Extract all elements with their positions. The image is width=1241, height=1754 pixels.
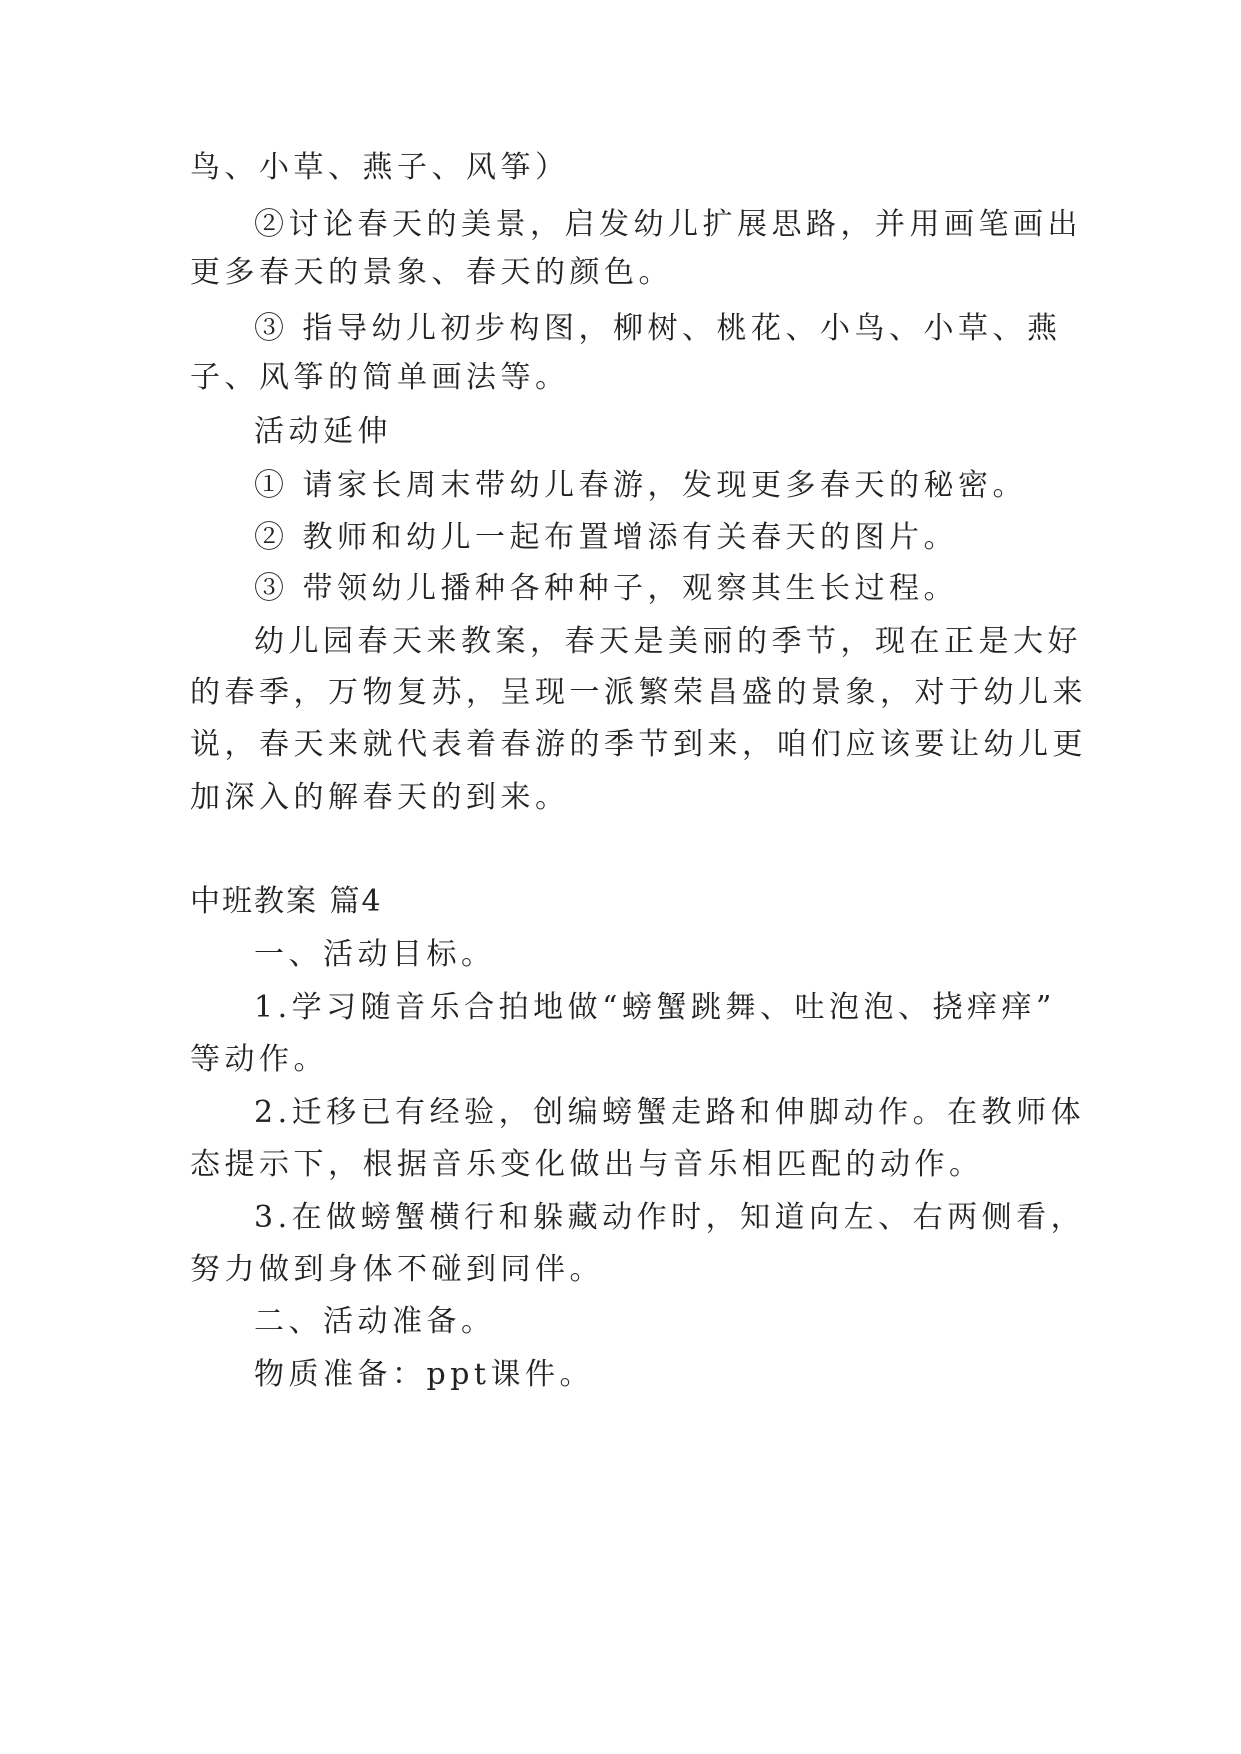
section-heading: 一、活动目标。 xyxy=(254,937,496,972)
text-line: 子、风筝的简单画法等。 xyxy=(190,360,570,395)
text-line: 物质准备：ppt课件。 xyxy=(254,1357,594,1392)
text-line: ③ 指导幼儿初步构图，柳树、桃花、小鸟、小草、燕 xyxy=(254,311,1062,346)
section-heading: 活动延伸 xyxy=(254,414,392,449)
list-item: ② 教师和幼儿一起布置增添有关春天的图片。 xyxy=(254,520,959,555)
text-line: 努力做到身体不碰到同伴。 xyxy=(190,1252,604,1287)
text-line: 3.在做螃蟹横行和躲藏动作时，知道向左、右两侧看， xyxy=(254,1200,1086,1235)
text-line: 的春季，万物复苏，呈现一派繁荣昌盛的景象，对于幼儿来 xyxy=(190,675,1087,710)
text-line: 幼儿园春天来教案，春天是美丽的季节，现在正是大好 xyxy=(254,624,1082,659)
list-item: ① 请家长周末带幼儿春游，发现更多春天的秘密。 xyxy=(254,468,1028,503)
text-line: 说，春天来就代表着春游的季节到来，咱们应该要让幼儿更 xyxy=(190,727,1087,762)
text-line: 态提示下，根据音乐变化做出与音乐相匹配的动作。 xyxy=(190,1147,984,1182)
article-title: 中班教案 篇4 xyxy=(190,884,383,919)
text-line: 鸟、小草、燕子、风筝） xyxy=(190,150,570,185)
text-line: ②讨论春天的美景，启发幼儿扩展思路，并用画笔画出 xyxy=(254,207,1082,242)
text-line: 更多春天的景象、春天的颜色。 xyxy=(190,255,673,290)
section-heading: 二、活动准备。 xyxy=(254,1304,496,1339)
list-item: ③ 带领幼儿播种各种种子，观察其生长过程。 xyxy=(254,571,959,606)
text-line: 1.学习随音乐合拍地做“螃蟹跳舞、吐泡泡、挠痒痒” xyxy=(254,990,1056,1025)
text-line: 2.迁移已有经验，创编螃蟹走路和伸脚动作。在教师体 xyxy=(254,1095,1086,1130)
text-line: 等动作。 xyxy=(190,1042,328,1077)
text-line: 加深入的解春天的到来。 xyxy=(190,780,570,815)
